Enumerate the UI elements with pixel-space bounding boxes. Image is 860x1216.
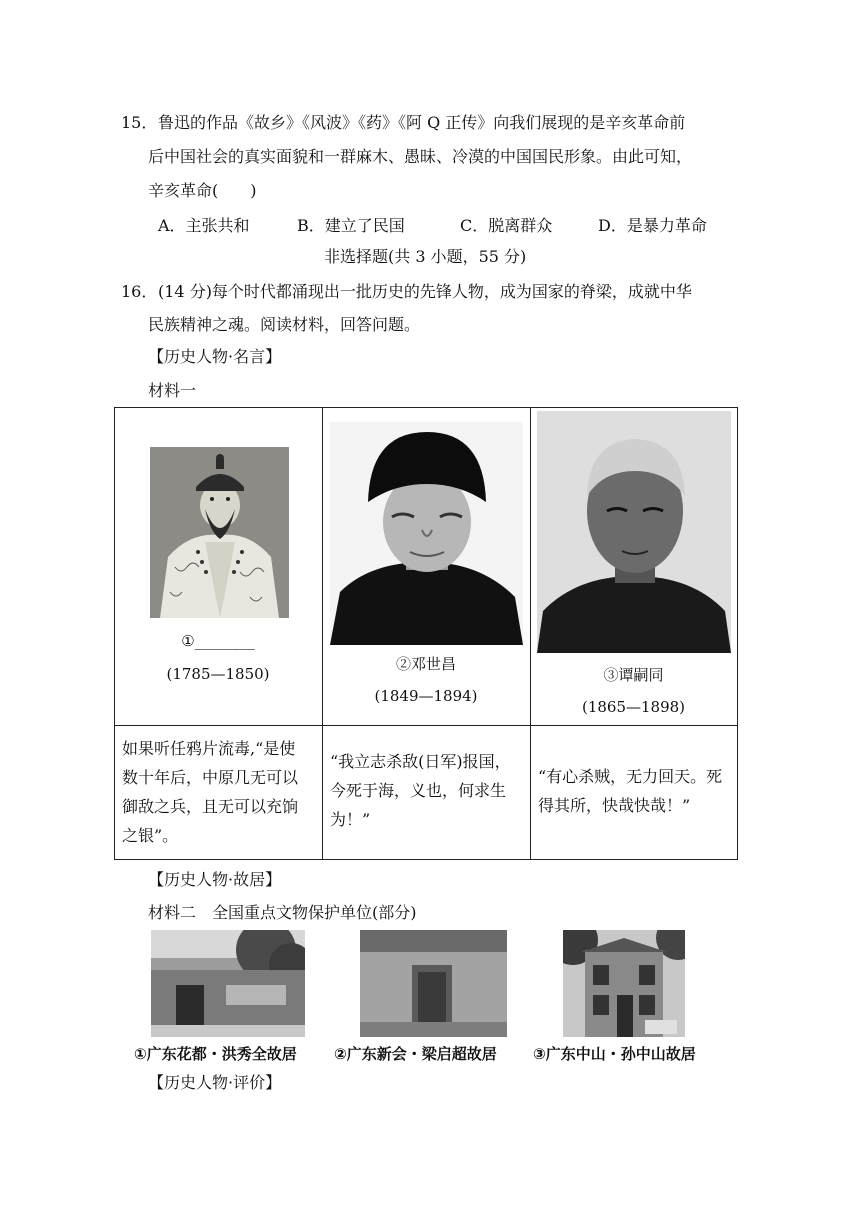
q15-text-line2: 后中国社会的真实面貌和一群麻木、愚昧、冷漠的中国国民形象。由此可知，: [148, 147, 693, 166]
q15-option-a[interactable]: A．主张共和: [158, 216, 250, 235]
person-3-years: (1865—1898): [581, 698, 686, 716]
q15-text-line1: 鲁迅的作品《故乡》《风波》《药》《阿 Q 正传》向我们展现的是辛亥革命前: [158, 113, 686, 132]
quote-2-line-3: 为！”: [330, 810, 371, 829]
portrait-photo-3: [537, 411, 731, 653]
q16-text-line2: 民族精神之魂。阅读材料，回答问题。: [148, 315, 421, 334]
quote-3: [538, 762, 722, 820]
heading-quotes: 【历史人物·名言】: [148, 347, 282, 366]
quote-2-line-2: 今死于海，义也，何求生: [330, 781, 507, 800]
residence-caption-1: ①广东花都・洪秀全故居: [134, 1045, 297, 1063]
heading-residences: 【历史人物·故居】: [148, 870, 282, 889]
person-3-name: ③谭嗣同: [603, 666, 664, 684]
material-one-label: 材料一: [148, 381, 197, 400]
q15-text-line3: 辛亥革命( ): [148, 181, 257, 200]
quote-1-line-4: 之银”。: [122, 826, 179, 845]
section-title: 非选择题(共 3 小题，55 分): [324, 247, 527, 266]
quote-1-line-2: 数十年后，中原几无可以: [122, 768, 299, 787]
figures-table: [114, 407, 738, 860]
quote-1-line-3: 御敌之兵，且无可以充饷: [122, 797, 299, 816]
quote-2-line-1: “我立志杀敌(日军)报国，: [330, 752, 511, 771]
residence-photo-2: [360, 930, 507, 1037]
q15-number: 15．: [121, 113, 158, 132]
person-2-name: ②邓世昌: [395, 655, 456, 673]
q15-option-c[interactable]: C．脱离群众: [460, 216, 553, 235]
residence-photo-3: [563, 930, 685, 1037]
quote-1-line-1: 如果听任鸦片流毒,“是使: [122, 739, 296, 758]
residence-photo-1: [151, 930, 305, 1037]
person-1-name: ①________: [181, 632, 255, 650]
material-two-label: 材料二 全国重点文物保护单位(部分): [148, 903, 417, 922]
portrait-painting-1: [150, 447, 289, 618]
q15-option-b[interactable]: B．建立了民国: [297, 216, 405, 235]
quote-1: [122, 734, 298, 850]
residence-caption-2: ②广东新会・梁启超故居: [334, 1045, 497, 1063]
person-2-years: (1849—1894): [374, 687, 478, 705]
heading-evaluation: 【历史人物·评价】: [148, 1073, 282, 1092]
residence-caption-3: ③广东中山・孙中山故居: [533, 1045, 696, 1063]
quote-2: [330, 747, 511, 834]
quote-3-line-2: 得其所，快哉快哉！”: [538, 796, 691, 815]
q16-text-line1: (14 分)每个时代都涌现出一批历史的先锋人物，成为国家的脊梁，成就中华: [158, 282, 692, 301]
q16-number: 16．: [121, 282, 158, 301]
person-1-years: (1785—1850): [166, 665, 270, 683]
quote-3-line-1: “有心杀贼，无力回天。死: [538, 767, 723, 786]
q15-option-d[interactable]: D．是暴力革命: [598, 216, 707, 235]
portrait-photo-2: [330, 422, 523, 645]
